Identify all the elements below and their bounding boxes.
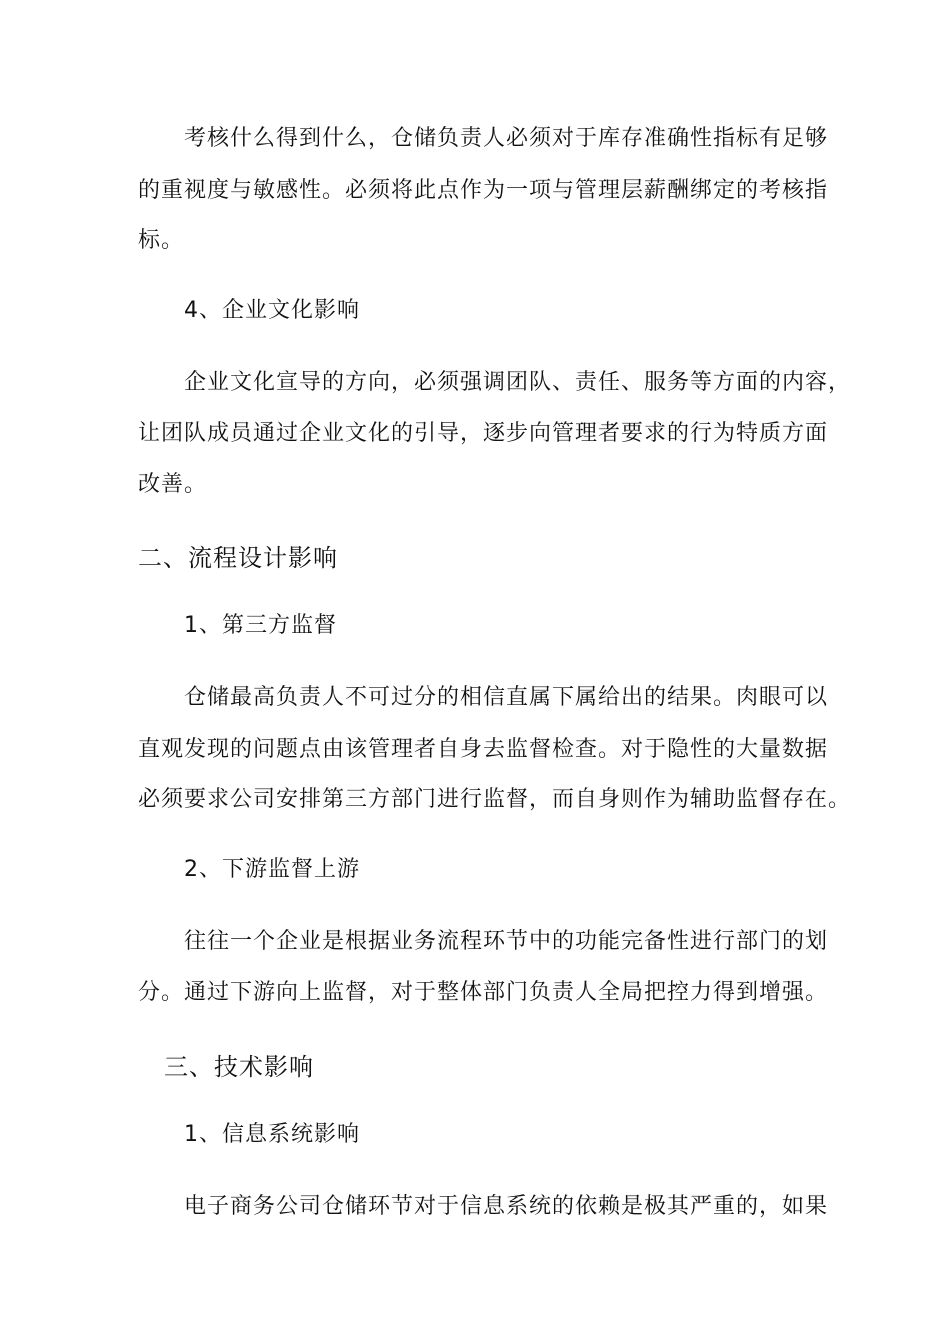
subsection-heading: 1、第三方监督 [184,613,337,638]
section-heading: 三、技术影响 [164,1053,314,1081]
paragraph-line: 仓储最高负责人不可过分的相信直属下属给出的结果。肉眼可以 [184,685,829,710]
paragraph-line: 考核什么得到什么，仓储负责人必须对于库存准确性指标有足够 [184,126,829,151]
paragraph-line: 企业文化宣导的方向，必须强调团队、责任、服务等方面的内容， [184,370,852,395]
subsection-heading: 4、企业文化影响 [184,298,360,323]
section-heading: 二、流程设计影响 [138,544,338,572]
paragraph-line: 电子商务公司仓储环节对于信息系统的依赖是极其严重的，如果 [184,1194,829,1219]
subsection-heading: 2、下游监督上游 [184,857,360,882]
paragraph-line: 往往一个企业是根据业务流程环节中的功能完备性进行部门的划 [184,929,829,954]
paragraph-line: 改善。 [138,472,208,497]
paragraph-line: 分。通过下游向上监督，对于整体部门负责人全局把控力得到增强。 [138,980,829,1005]
paragraph-line: 标。 [138,228,185,253]
paragraph-line: 的重视度与敏感性。必须将此点作为一项与管理层薪酬绑定的考核指 [138,178,829,203]
paragraph-line: 直观发现的问题点由该管理者自身去监督检查。对于隐性的大量数据 [138,737,829,762]
subsection-heading: 1、信息系统影响 [184,1122,360,1147]
paragraph-line: 让团队成员通过企业文化的引导，逐步向管理者要求的行为特质方面 [138,421,829,446]
paragraph-line: 必须要求公司安排第三方部门进行监督，而自身则作为辅助监督存在。 [138,787,852,812]
